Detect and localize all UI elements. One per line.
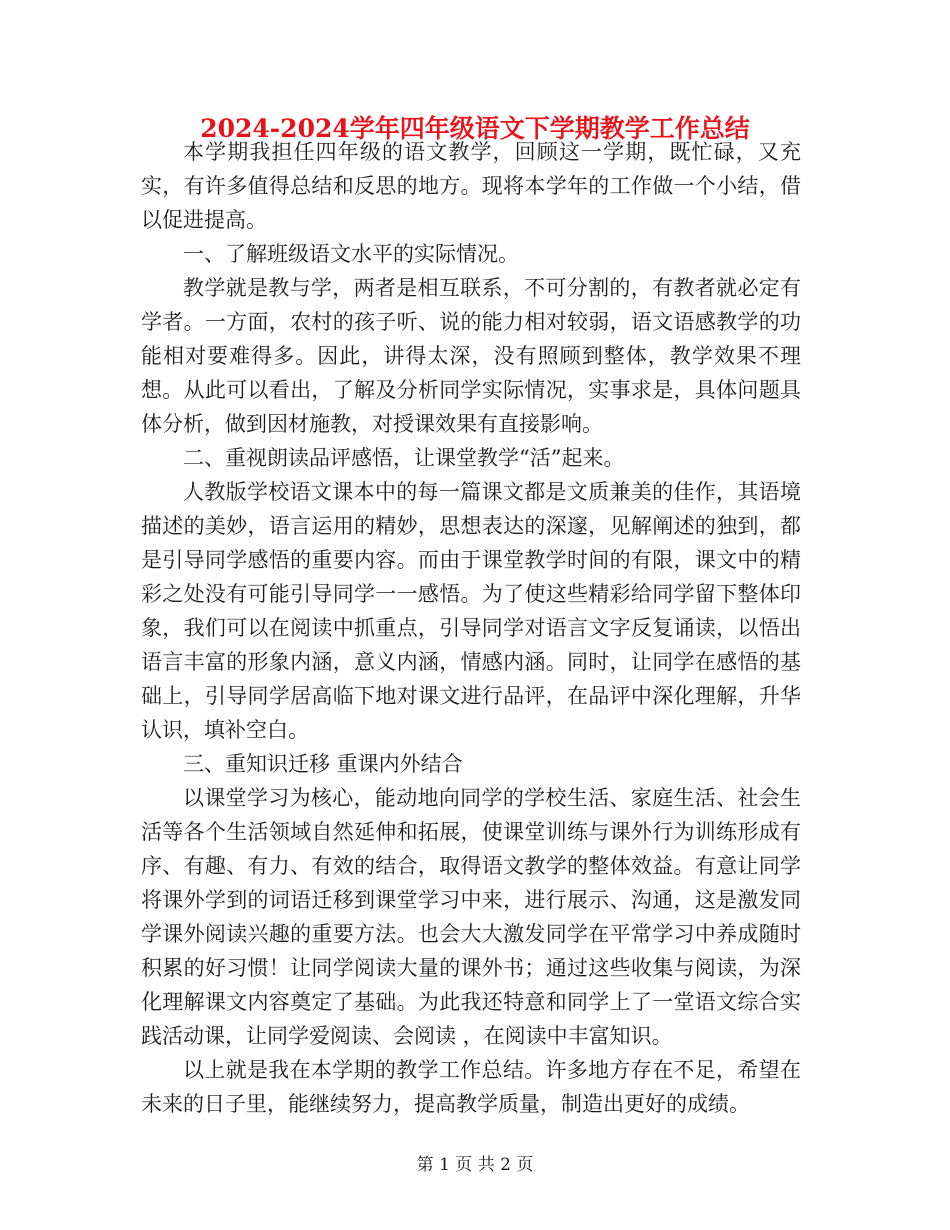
section-heading-1: 一、了解班级语文水平的实际情况。 <box>183 242 519 266</box>
document-title: 2024-2024学年四年级语文下学期教学工作总结 <box>200 114 750 143</box>
section-heading-3: 三、重知识迁移 重课内外结合 <box>183 752 463 776</box>
section-2-paragraph: 人教版学校语文课本中的每一篇课文都是文质兼美的佳作，其语境描述的美妙，语言运用的精妙，思想表达的深邃，见解阐述的独到，都是引导同学感悟的重要内容。而由于课堂教学时间的有限，课文中的精彩之处没有可能引导同学一一感悟。为了使这些精彩给同学留下整体印象，我们可以在阅读中抓重点，引导同学对语言文字反复诵读，以悟出语言丰富的形象内涵，意义内涵，情感内涵。同时，让同学在感悟的基础上，引导同学居高临下地对课文进行品评，在品评中深化理解，升华认识，填补空白。 <box>141 480 801 742</box>
intro-paragraph: 本学期我担任四年级的语文教学，回顾这一学期，既忙碌，又充实，有许多值得总结和反思的地方。现将本学年的工作做一个小结，借以促进提高。 <box>141 140 801 232</box>
conclusion-paragraph: 以上就是我在本学期的教学工作总结。许多地方存在不足，希望在未来的日子里，能继续努力，提高教学质量，制造出更好的成绩。 <box>141 1058 801 1116</box>
section-heading-2: 二、重视朗读品评感悟，让课堂教学“活”起来。 <box>183 446 625 470</box>
section-3-paragraph: 以课堂学习为核心，能动地向同学的学校生活、家庭生活、社会生活等各个生活领域自然延伸和拓展，使课堂训练与课外行为训练形成有序、有趣、有力、有效的结合，取得语文教学的整体效益。有意让同学将课外学到的词语迁移到课堂学习中来，进行展示、沟通，这是激发同学课外阅读兴趣的重要方法。也会大大激发同学在平常学习中养成随时积累的好习惯！让同学阅读大量的课外书；通过这些收集与阅读，为深化理解课文内容奠定了基础。为此我还特意和同学上了一堂语文综合实践活动课，让同学爱阅读、会阅读 ，在阅读中丰富知识。 <box>141 786 801 1048</box>
page-number-footer: 第 1 页 共 2 页 <box>416 1155 534 1175</box>
section-1-paragraph: 教学就是教与学，两者是相互联系，不可分割的，有教者就必定有学者。一方面，农村的孩子听、说的能力相对较弱，语文语感教学的功能相对要难得多。因此，讲得太深，没有照顾到整体，教学效果不理想。从此可以看出，了解及分析同学实际情况，实事求是，具体问题具体分析，做到因材施教，对授课效果有直接影响。 <box>141 276 801 436</box>
document-body <box>141 135 801 1121</box>
